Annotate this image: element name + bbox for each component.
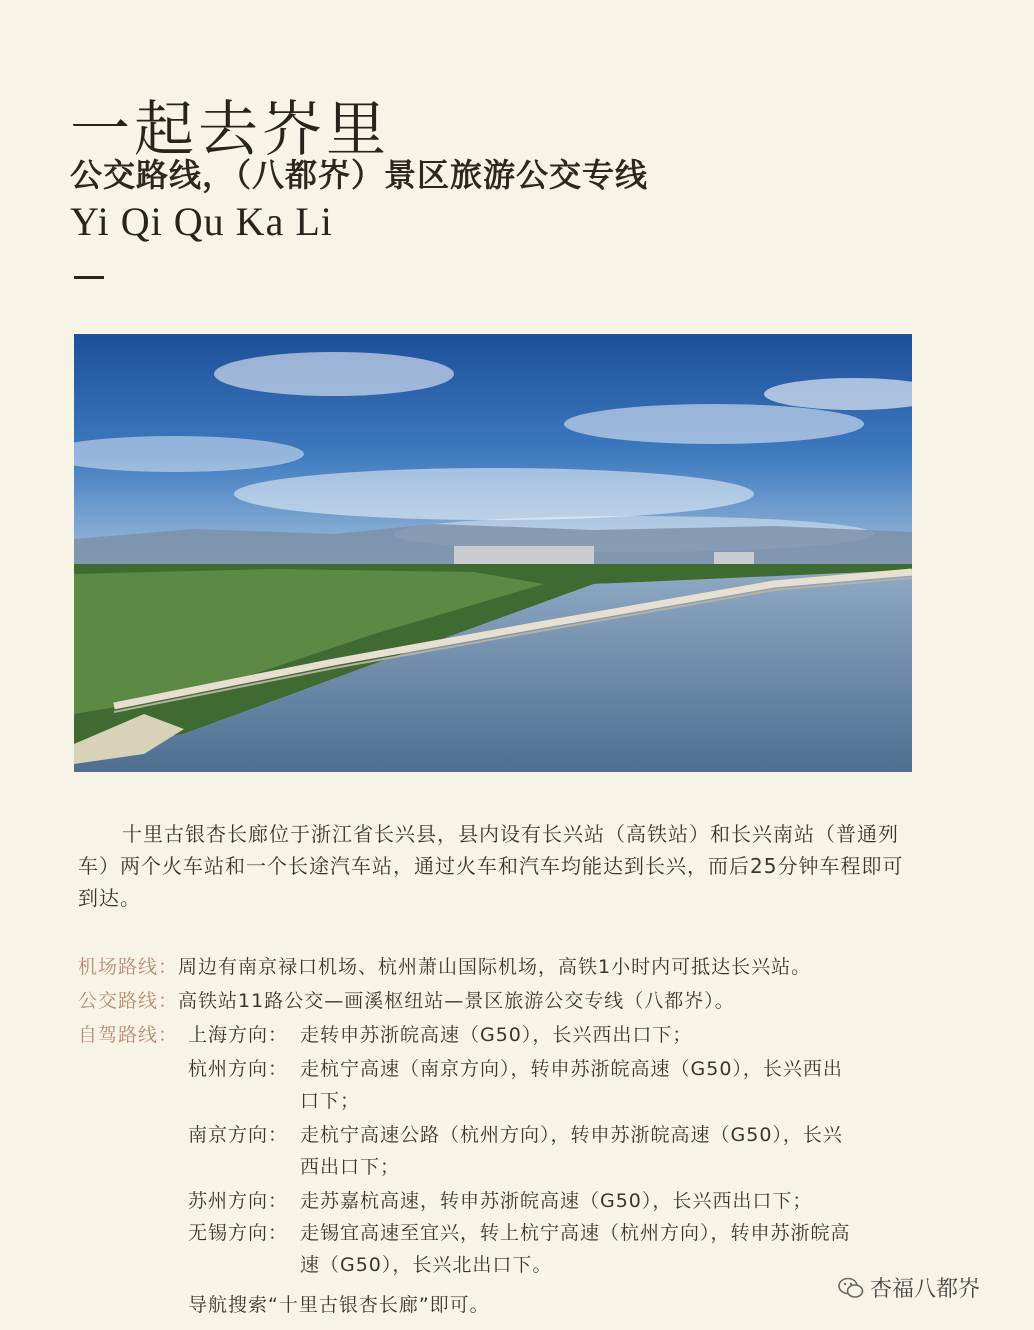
drive-item-suzhou-line: 走苏嘉杭高速，转申苏浙皖高速（G50），长兴西出口下； <box>300 1190 813 1212</box>
drive-item-hangzhou-line-2: 口下； <box>300 1090 361 1112</box>
bus-route-text: 高铁站11路公交—画溪枢纽站—景区旅游公交专线（八都岕）。 <box>178 990 735 1012</box>
airport-route-label: 机场路线： <box>78 956 179 978</box>
drive-item-nanjing-line-2: 西出口下； <box>300 1156 401 1178</box>
bus-route-label: 公交路线： <box>78 990 179 1012</box>
pinyin-title: Yi Qi Qu Ka Li <box>70 199 333 244</box>
drive-route-label: 自驾路线： <box>78 1024 179 1046</box>
drive-item-shanghai-line: 走转申苏浙皖高速（G50），长兴西出口下； <box>300 1024 693 1046</box>
bus-route <box>78 986 735 1013</box>
drive-item-nanjing-line: 走杭宁高速公路（杭州方向），转申苏浙皖高速（G50），长兴 <box>300 1124 843 1146</box>
intro-paragraph: 十里古银杏长廊位于浙江省长兴县，县内设有长兴站（高铁站）和长兴南站（普通列车）两个火车站和一个长途汽车站，通过火车和汽车均能达到长兴，而后25分钟车程即可到达。 <box>78 822 904 910</box>
airport-route <box>78 952 811 979</box>
drive-item-hangzhou-dir: 杭州方向： <box>188 1058 289 1080</box>
wechat-icon <box>838 1277 864 1299</box>
page-subtitle: 公交路线，（八都岕）景区旅游公交专线 <box>70 156 649 194</box>
drive-item-nanjing-dir: 南京方向： <box>188 1124 289 1146</box>
title-divider <box>74 276 104 279</box>
bridge-landscape-photo <box>74 334 912 772</box>
drive-item-hangzhou-line: 走杭宁高速（南京方向），转申苏浙皖高速（G50），长兴西出 <box>300 1058 843 1080</box>
airport-route-text: 周边有南京禄口机场、杭州萧山国际机场，高铁1小时内可抵达长兴站。 <box>178 956 812 978</box>
drive-item-wuxi-line-2: 速（G50），长兴北出口下。 <box>300 1254 553 1276</box>
drive-item-wuxi-line: 走锡宜高速至宜兴，转上杭宁高速（杭州方向），转申苏浙皖高 <box>300 1222 851 1244</box>
drive-item-suzhou-dir: 苏州方向： <box>188 1190 289 1212</box>
drive-item-shanghai-dir: 上海方向： <box>188 1024 289 1046</box>
drive-item-wuxi-dir: 无锡方向： <box>188 1222 289 1244</box>
watermark-text: 杏福八都岕 <box>870 1277 981 1302</box>
drive-route-label-row <box>78 1020 178 1047</box>
page-title: 一起去岕里 <box>70 95 390 165</box>
watermark <box>838 1272 980 1303</box>
navigation-hint: 导航搜索“十里古银杏长廊”即可。 <box>188 1294 490 1316</box>
